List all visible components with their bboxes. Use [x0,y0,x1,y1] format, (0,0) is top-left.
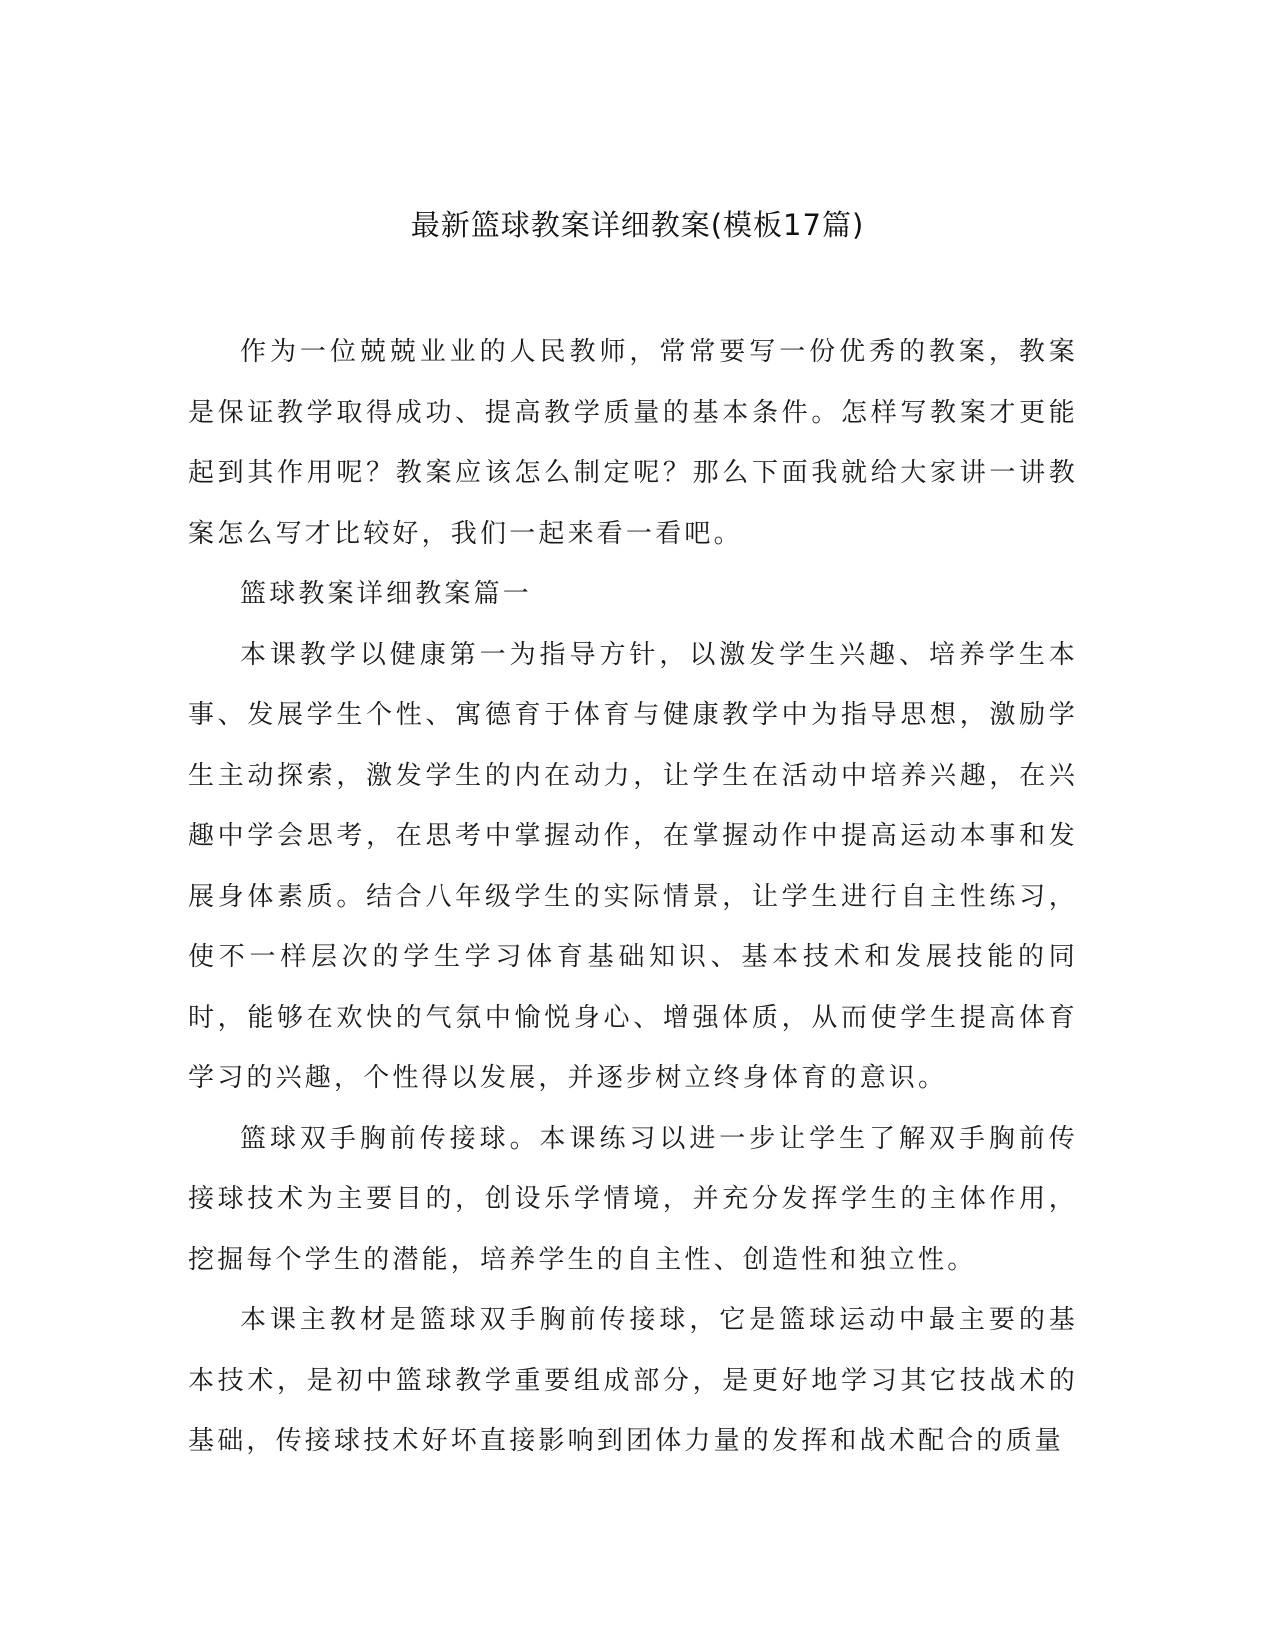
intro-paragraph: 作为一位兢兢业业的人民教师，常常要写一份优秀的教案，教案是保证教学取得成功、提高教学质量的基本条件。怎样写教案才更能起到其作用呢？教案应该怎么制定呢？那么下面我就给大家讲一讲教案怎么写才比较好，我们一起来看一看吧。 [188,337,1078,549]
teaching-material-paragraph: 本课主教材是篮球双手胸前传接球，它是篮球运动中最主要的基本技术，是初中篮球教学重要组成部分，是更好地学习其它技战术的基础，传接球技术好坏直接影响到团体力量的发挥和战术配合的质量 [188,1305,1078,1456]
document-title: 最新篮球教案详细教案(模板17篇) [410,208,865,242]
guiding-ideology-paragraph: 本课教学以健康第一为指导方针，以激发学生兴趣、培养学生本事、发展学生个性、寓德育于体育与健康教学中为指导思想，激励学生主动探索，激发学生的内在动力，让学生在活动中培养兴趣，在兴趣中学会思考，在思考中掌握动作，在掌握动作中提高运动本事和发展身体素质。结合八年级学生的实际情景，让学生进行自主性练习，使不一样层次的学生学习体育基础知识、基本技术和发展技能的同时，能够在欢快的气氛中愉悦身心、增强体质，从而使学生提高体育学习的兴趣，个性得以发展，并逐步树立终身体育的意识。 [188,639,1078,1093]
document-body [188,322,1078,1472]
lesson-content-paragraph: 篮球双手胸前传接球。本课练习以进一步让学生了解双手胸前传接球技术为主要目的，创设乐学情境，并充分发挥学生的主体作用，挖掘每个学生的潜能，培养学生的自主性、创造性和独立性。 [188,1123,1078,1275]
section-heading: 篮球教案详细教案篇一 [240,579,533,609]
